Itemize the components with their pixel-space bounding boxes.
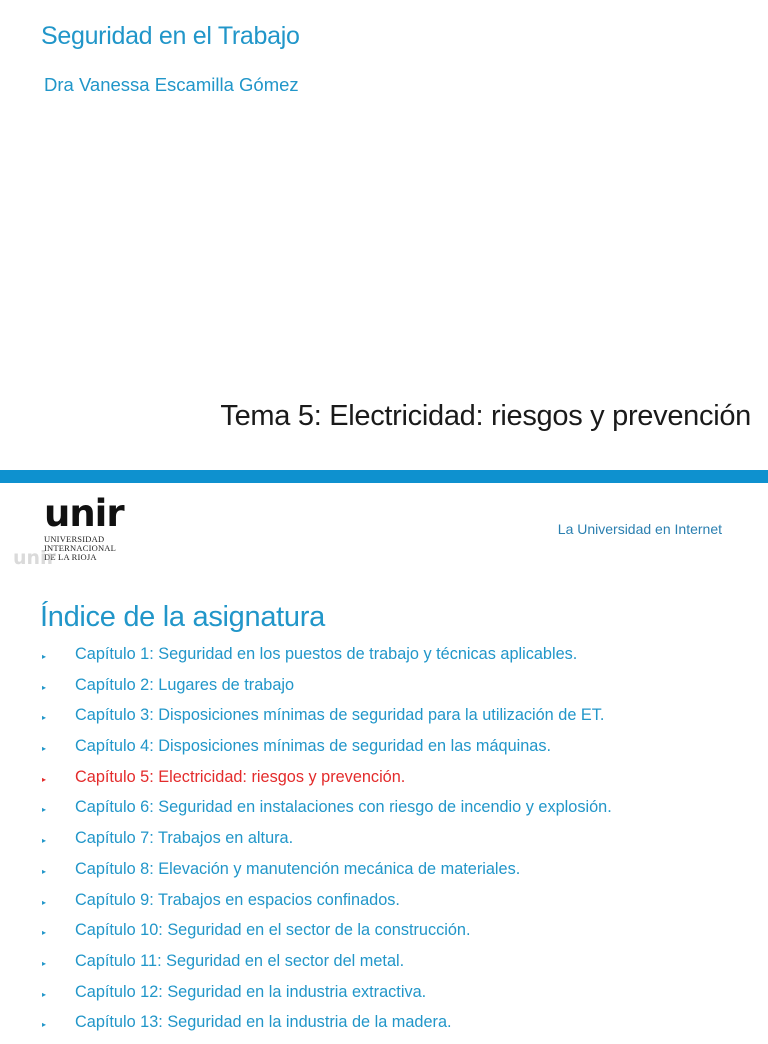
bullet-triangle-icon: ▸ [42,958,47,968]
chapter-text: Capítulo 13: Seguridad en la industria de la madera. [75,1013,452,1032]
chapter-text: Capítulo 10: Seguridad en el sector de la construcción. [75,921,471,940]
chapter-text: Capítulo 5: Electricidad: riesgos y prevención. [75,767,406,786]
bullet-triangle-icon: ▸ [42,866,47,876]
bullet-triangle-icon: ▸ [42,1020,47,1030]
bullet-triangle-icon: ▸ [42,682,47,692]
chapter-text: Capítulo 2: Lugares de trabajo [75,675,295,694]
chapter-text: Capítulo 9: Trabajos en espacios confinados. [75,890,400,909]
bullet-triangle-icon: ▸ [42,897,47,907]
chapter-text: Capítulo 1: Seguridad en los puestos de trabajo y técnicas aplicables. [75,645,578,663]
logo-subtitle-line: UNIVERSIDAD [44,534,105,544]
logo-watermark: unir [13,547,56,569]
index-slide [0,483,768,1032]
slide-divider [0,470,768,483]
chapter-text: Capítulo 4: Disposiciones mínimas de seguridad en las máquinas. [75,737,552,756]
chapter-text: Capítulo 12: Seguridad en la industria extractiva. [75,982,427,1001]
author-name: Dra Vanessa Escamilla Gómez [44,74,299,95]
bullet-triangle-icon: ▸ [42,805,47,815]
bullet-triangle-icon: ▸ [42,652,47,661]
bullet-triangle-icon: ▸ [42,928,47,938]
tagline: La Universidad en Internet [557,521,722,537]
course-title: Seguridad en el Trabajo [41,22,300,50]
chapter-text: Capítulo 6: Seguridad en instalaciones con riesgo de incendio y explosión. [75,798,612,817]
bullet-triangle-icon: ▸ [42,713,47,723]
topic-title: Tema 5: Electricidad: riesgos y prevención [220,400,751,432]
title-slide [0,0,768,470]
chapter-text: Capítulo 3: Disposiciones mínimas de seguridad para la utilización de ET. [75,706,605,725]
bullet-triangle-icon: ▸ [42,744,47,754]
chapter-text: Capítulo 11: Seguridad en el sector del metal. [75,951,405,970]
chapter-text: Capítulo 8: Elevación y manutención mecánica de materiales. [75,859,521,878]
logo-subtitle-line: INTERNACIONAL [44,543,117,553]
index-title: Índice de la asignatura [40,601,325,633]
logo-wordmark: unir [44,492,124,535]
logo-subtitle-line: DE LA RIOJA [44,552,97,562]
bullet-triangle-icon: ▸ [42,989,47,999]
chapter-text: Capítulo 7: Trabajos en altura. [75,829,294,848]
bullet-triangle-icon: ▸ [42,836,47,846]
bullet-triangle-icon: ▸ [42,774,47,784]
